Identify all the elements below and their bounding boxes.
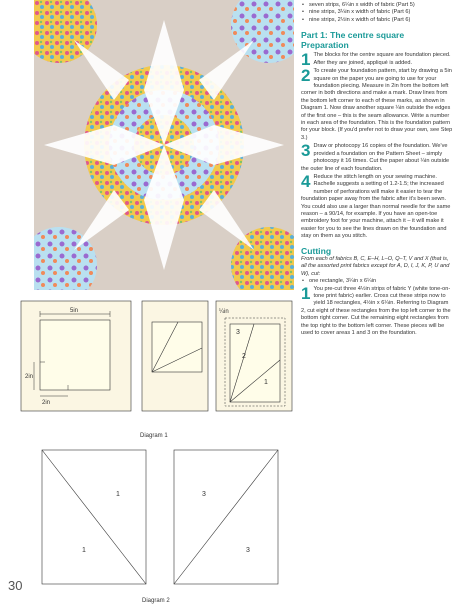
- step-number: 1: [301, 283, 311, 303]
- diagram-2: [34, 448, 294, 598]
- article-text-column: [301, 2, 453, 338]
- diagram-2-caption: Diagram 2: [142, 598, 170, 604]
- step-number: 1: [301, 50, 311, 70]
- list-item: • seven strips, 6¼in x width of fabric (Part 5): [309, 2, 453, 9]
- diagram-1: [20, 300, 300, 415]
- foundation-square: [40, 320, 110, 390]
- label-2in-vertical: 2in: [25, 374, 34, 380]
- step: [301, 283, 453, 338]
- foundation-square-lined: [152, 322, 202, 372]
- list-item: • nine strips, 3¼in x width of fabric (Part 6): [309, 9, 453, 16]
- step: [301, 50, 453, 70]
- area-label: 1: [264, 379, 268, 386]
- step-text: Draw or photocopy 16 copies of the foundation. We've provided a foundation on the Pattern Sheet – simply photocopy it 16 times. Cut the paper about ¼in outside the outer line of each foundation.: [301, 143, 450, 172]
- area-label: 2: [242, 353, 246, 360]
- piece-label: 1: [82, 547, 86, 554]
- list-item: • one rectangle, 3¼in x 6¼in: [309, 278, 453, 285]
- cutting-note: From each of fabrics B, C, E–H, L–O, Q–T, V and X (that is, all the assorted print fabrics except for A, D, I, J, K, P, U and W), cut:: [301, 255, 450, 277]
- step-text: The blocks for the centre square are foundation pieced. After they are joined, appliqué is added.: [313, 52, 451, 66]
- piece-label: 1: [116, 491, 120, 498]
- step-text: You pre-cut three 4½in strips of fabric Y (white tone-on-tone print fabric) earlier. Cross cut these strips now to yield 18 rectangles, 4½in x 6¼in. Referring to Diagram 2, cut eight of these rectangles from the top left corner to the bottom right corner. Cut the remaining eight rectangles from the top right to the bottom left corner. These pieces will be used to cover areas 1 and 3 on the foundation.: [301, 285, 451, 337]
- fabric-strip-list: [301, 2, 453, 24]
- step-text: To create your foundation pattern, start by drawing a 5in square on the paper you are going to use for your foundation piecing. Measure in 2in from the bottom left corner in both directions and make a mark. Draw lines from the bottom left corner to each of these marks, as shown in Diagram 1. Now draw another square ¼in outside the edges of the first one – this is the seam allowance. Write a number in each area of the foundation. This is the foundation pattern for your block. (If you'd prefer not to draw your own, see Step 3.): [301, 68, 453, 141]
- label-2in-horizontal: 2in: [42, 400, 51, 406]
- step: [301, 171, 453, 241]
- step-number: 4: [301, 171, 311, 191]
- step: [301, 68, 453, 142]
- diagram-1-caption: Diagram 1: [140, 433, 168, 439]
- page-number: 30: [8, 578, 23, 593]
- quilt-illustration: [34, 0, 294, 290]
- step: [301, 143, 453, 173]
- piece-label: 3: [246, 547, 250, 554]
- area-label: 3: [236, 329, 240, 336]
- quilt-photo: [34, 0, 294, 290]
- label-quarter-inch: ¼in: [219, 309, 229, 315]
- piece-label: 3: [202, 491, 206, 498]
- part1-heading: Part 1: The centre square Preparation: [301, 30, 405, 50]
- step-number: 2: [301, 66, 311, 86]
- list-item: • nine strips, 2½in x width of fabric (Part 6): [309, 17, 453, 24]
- step-text: Reduce the stitch length on your sewing machine. Rachelle suggests a setting of 1.2-1.5; the increased number of perforations will make it easier to tear the foundation paper away from the fabric after it's been sewn. You could also use a larger than normal needle for the same reason – a 90/14, for example. If you have an open-toe embroidery foot for your machine, attach it – it will make it easier for you to see the lines drawn on the foundation and stay on them as you stitch.: [301, 173, 451, 240]
- step-number: 3: [301, 141, 311, 161]
- label-5in: 5in: [70, 308, 79, 314]
- cutting-heading: Cutting: [301, 245, 332, 256]
- cutting-list: [301, 278, 453, 285]
